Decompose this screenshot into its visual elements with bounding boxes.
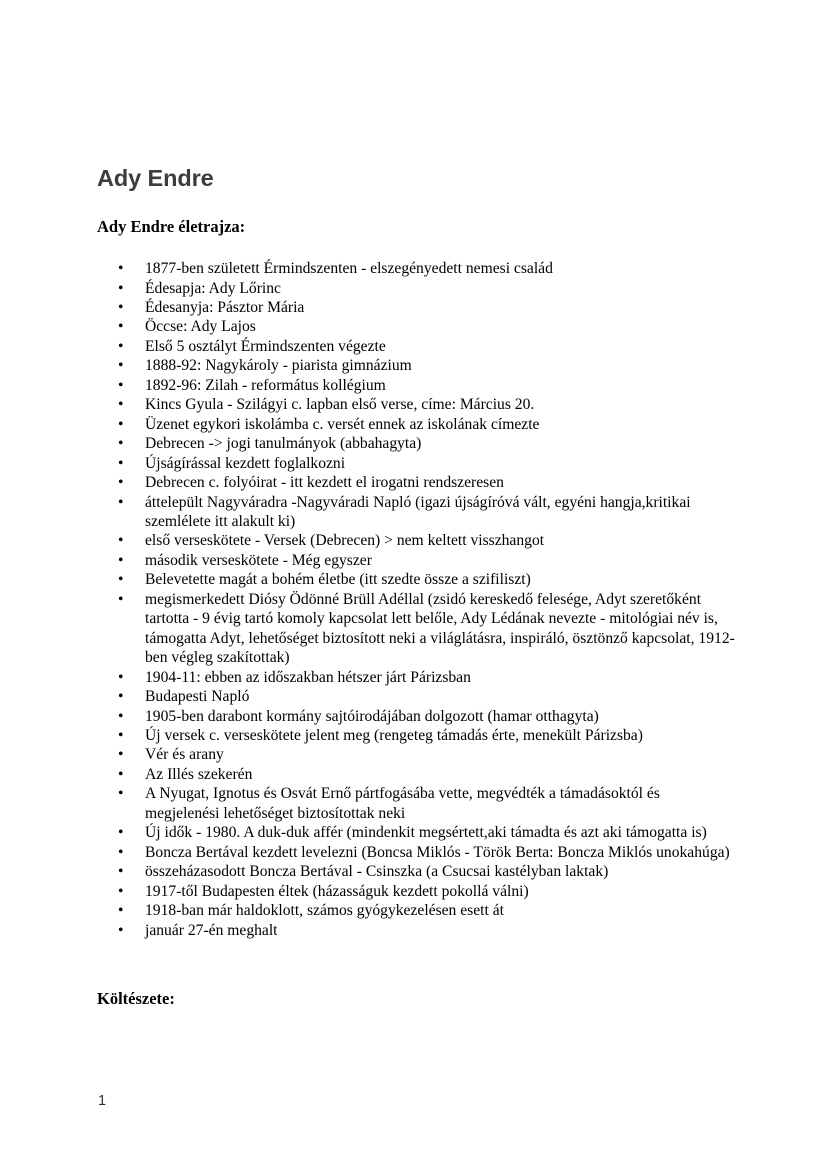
list-item-label: összeházasodott Boncza Bertával - Csinszka (a Csucsai kastélyban laktak) bbox=[145, 863, 609, 881]
list-item-label: Édesanyja: Pásztor Mária bbox=[145, 299, 305, 317]
bullet-icon: • bbox=[118, 260, 124, 278]
list-item bbox=[97, 259, 737, 278]
list-item-label: Öccse: Ady Lajos bbox=[145, 318, 256, 336]
list-item bbox=[97, 862, 737, 881]
list-item-label: megismerkedett Diósy Ödönné Brüll Adéllal (zsidó kereskedő felesége, Adyt szeretőként tartotta - 9 évig tartó komoly kapcsolat lett belőle, Ady Lédának nevezte - mitológiai név is, támogatta Adyt, lehetőséget biztosított neki a világlátásra, inspiráló, ösztönző kapcsolat, 1912-ben végleg szakítottak) bbox=[145, 590, 735, 667]
list-item-label: 1904-11: ebben az időszakban hétszer járt Párizsban bbox=[145, 668, 471, 686]
bullet-icon: • bbox=[118, 765, 124, 783]
list-item bbox=[97, 726, 737, 745]
list-item-label: 1888-92: Nagykároly - piarista gimnázium bbox=[145, 357, 412, 375]
list-item-label: Első 5 osztályt Érmindszenten végezte bbox=[145, 337, 386, 355]
bullet-icon: • bbox=[118, 435, 124, 453]
list-item-label: második verseskötete - Még egyszer bbox=[145, 551, 372, 569]
list-item bbox=[97, 901, 737, 920]
bullet-icon: • bbox=[118, 532, 124, 550]
list-item-label: Debrecen -> jogi tanulmányok (abbahagyta) bbox=[145, 435, 422, 453]
bullet-icon: • bbox=[118, 357, 124, 375]
bullet-icon: • bbox=[118, 396, 124, 414]
list-item bbox=[97, 668, 737, 687]
list-item bbox=[97, 493, 737, 532]
biography-bullet-list bbox=[97, 259, 737, 940]
list-item-label: Boncza Bertával kezdett levelezni (Boncsa Miklós - Török Berta: Boncza Miklós unokahúga) bbox=[145, 843, 730, 861]
list-item bbox=[97, 376, 737, 395]
list-item-label: január 27-én meghalt bbox=[145, 921, 278, 939]
list-item bbox=[97, 687, 737, 706]
list-item-label: A Nyugat, Ignotus és Osvát Ernő pártfogásába vette, megvédték a támadásoktól és megjelenési lehetőséget biztosítottak neki bbox=[145, 785, 660, 822]
bullet-icon: • bbox=[118, 785, 124, 803]
list-item-label: 1892-96: Zilah - református kollégium bbox=[145, 376, 386, 394]
bullet-icon: • bbox=[118, 902, 124, 920]
list-item bbox=[97, 784, 737, 823]
list-item bbox=[97, 279, 737, 298]
bullet-icon: • bbox=[118, 318, 124, 336]
bullet-icon: • bbox=[118, 337, 124, 355]
list-item bbox=[97, 843, 737, 862]
bullet-icon: • bbox=[118, 863, 124, 881]
page-title: Ady Endre bbox=[97, 165, 214, 191]
list-item bbox=[97, 337, 737, 356]
document-body bbox=[97, 165, 737, 1009]
list-item-label: áttelepült Nagyváradra -Nagyváradi Napló (igazi újságíróvá vált, egyéni hangja,kritikai szemlélete itt alakult ki) bbox=[145, 493, 691, 530]
list-item bbox=[97, 298, 737, 317]
list-item bbox=[97, 473, 737, 492]
bullet-icon: • bbox=[118, 415, 124, 433]
section-heading-biography: Ady Endre életrajza: bbox=[97, 217, 246, 237]
list-item-label: 1877-ben született Érmindszenten - elszegényedett nemesi család bbox=[145, 260, 553, 278]
list-item-label: Újságírással kezdett foglalkozni bbox=[145, 454, 346, 472]
bullet-icon: • bbox=[118, 279, 124, 297]
bullet-icon: • bbox=[118, 551, 124, 569]
list-item bbox=[97, 570, 737, 589]
list-item bbox=[97, 317, 737, 336]
list-item-label: Debrecen c. folyóirat - itt kezdett el irogatni rendszeresen bbox=[145, 474, 504, 492]
bullet-icon: • bbox=[118, 746, 124, 764]
bullet-icon: • bbox=[118, 882, 124, 900]
list-item-label: Új versek c. verseskötete jelent meg (rengeteg támadás érte, menekült Párizsba) bbox=[145, 726, 643, 744]
list-item-label: Vér és arany bbox=[145, 746, 224, 764]
list-item bbox=[97, 823, 737, 842]
bullet-icon: • bbox=[118, 668, 124, 686]
list-item bbox=[97, 765, 737, 784]
bullet-icon: • bbox=[118, 493, 124, 511]
bullet-icon: • bbox=[118, 824, 124, 842]
list-item bbox=[97, 356, 737, 375]
list-item-label: Új idők - 1980. A duk-duk affér (mindenkit megsértett,aki támadta és azt aki támogatta is) bbox=[145, 824, 707, 842]
list-item bbox=[97, 551, 737, 570]
list-item-label: 1918-ban már haldoklott, számos gyógykezelésen esett át bbox=[145, 902, 504, 920]
bullet-icon: • bbox=[118, 474, 124, 492]
list-item bbox=[97, 454, 737, 473]
list-item-label: Kincs Gyula - Szilágyi c. lapban első verse, címe: Március 20. bbox=[145, 396, 535, 414]
list-item-label: Az Illés szekerén bbox=[145, 765, 253, 783]
bullet-icon: • bbox=[118, 921, 124, 939]
list-item bbox=[97, 434, 737, 453]
list-item-label: 1917-től Budapesten éltek (házasságuk kezdett pokollá válni) bbox=[145, 882, 529, 900]
bullet-icon: • bbox=[118, 707, 124, 725]
list-item bbox=[97, 882, 737, 901]
bullet-icon: • bbox=[118, 688, 124, 706]
list-item bbox=[97, 921, 737, 940]
list-item bbox=[97, 395, 737, 414]
bullet-icon: • bbox=[118, 843, 124, 861]
list-item-label: Édesapja: Ady Lőrinc bbox=[145, 279, 281, 297]
list-item bbox=[97, 590, 737, 668]
list-item-label: Belevetette magát a bohém életbe (itt szedte össze a szifiliszt) bbox=[145, 571, 531, 589]
bullet-icon: • bbox=[118, 726, 124, 744]
list-item bbox=[97, 707, 737, 726]
page-number: 1 bbox=[98, 1093, 107, 1109]
list-item bbox=[97, 745, 737, 764]
list-item-label: első verseskötete - Versek (Debrecen) > nem keltett visszhangot bbox=[145, 532, 545, 550]
bullet-icon: • bbox=[118, 590, 124, 608]
list-item-label: 1905-ben darabont kormány sajtóirodájában dolgozott (hamar otthagyta) bbox=[145, 707, 599, 725]
list-item bbox=[97, 415, 737, 434]
bullet-icon: • bbox=[118, 454, 124, 472]
bullet-icon: • bbox=[118, 571, 124, 589]
bullet-icon: • bbox=[118, 299, 124, 317]
list-item bbox=[97, 531, 737, 550]
bullet-icon: • bbox=[118, 376, 124, 394]
section-heading-poetry: Költészete: bbox=[97, 988, 175, 1008]
list-item-label: Budapesti Napló bbox=[145, 688, 250, 706]
list-item-label: Üzenet egykori iskolámba c. versét ennek az iskolának címezte bbox=[145, 415, 540, 433]
